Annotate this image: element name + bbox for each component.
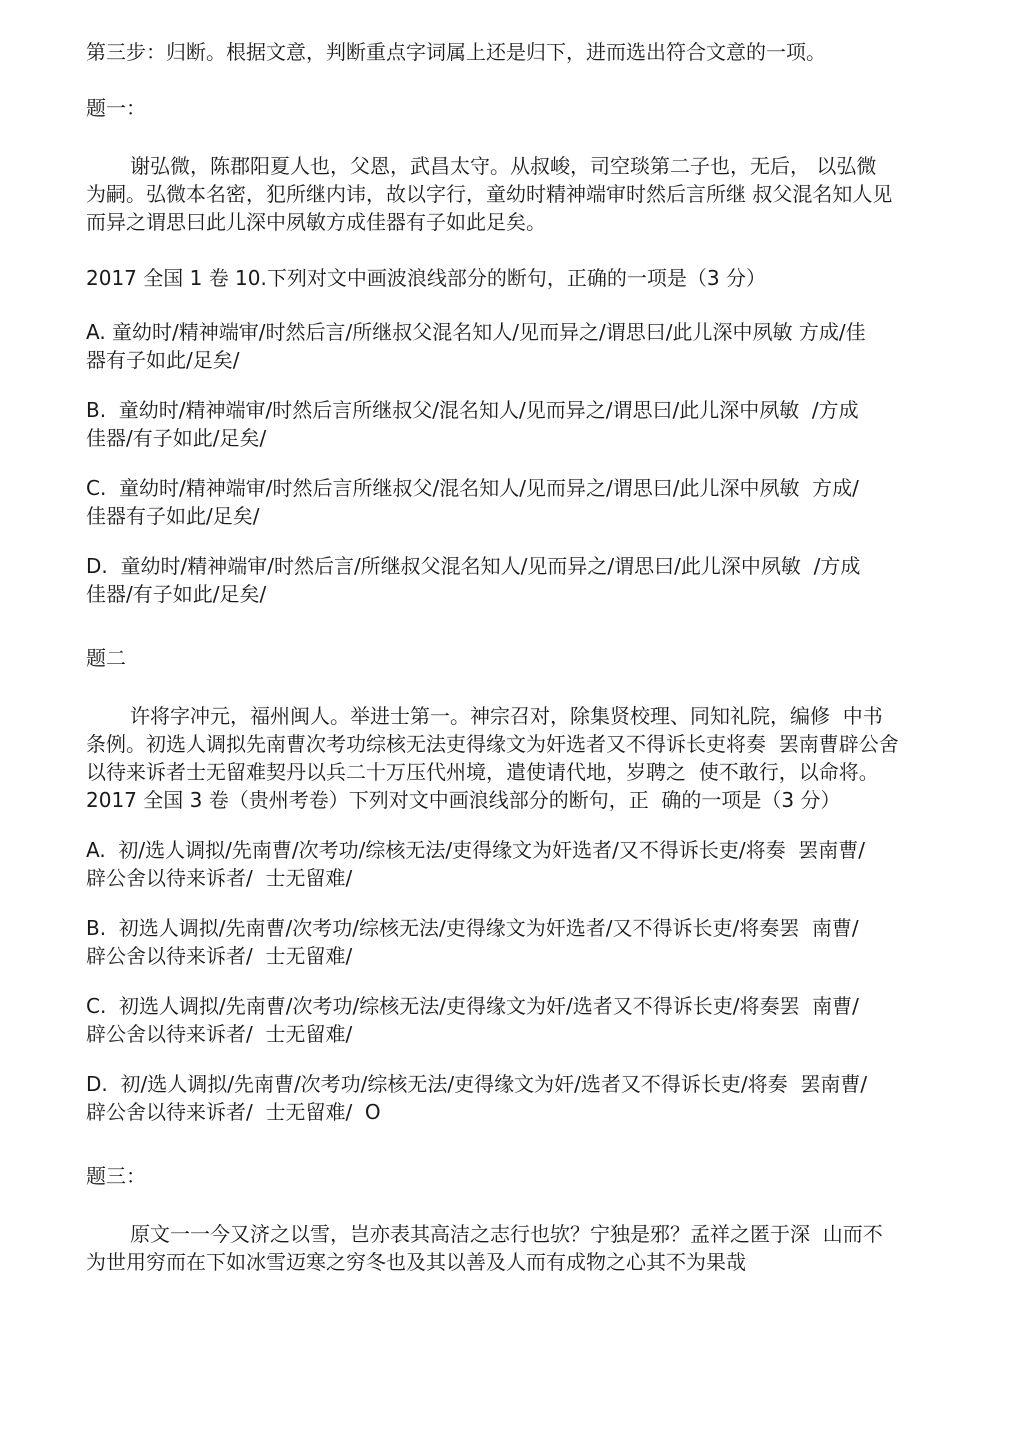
option-line: 佳器/有子如此/足矣/ xyxy=(86,582,267,606)
option-line: 辟公舍以待来诉者/ 士无留难/ xyxy=(86,866,353,890)
question-two-option-c xyxy=(86,992,916,1048)
passage-line: 为嗣。弘微本名密，犯所继内讳，故以字行，童幼时精神端审时然后言所继 叔父混名知人见 xyxy=(86,182,893,206)
question-two-passage xyxy=(86,702,916,786)
passage-line: 以待来诉者士无留难契丹以兵二十万压代州境，遣使请代地，岁聘之 使不敢行，以命将。 xyxy=(86,760,879,784)
question-two-prompt: 2017 全国 3 卷（贵州考卷）下列对文中画浪线部分的断句，正 确的一项是（3 分） xyxy=(86,788,841,812)
question-one-passage xyxy=(86,152,916,236)
step-three-text: 第三步：归断。根据文意，判断重点字词属上还是归下，进而选出符合文意的一项。 xyxy=(86,40,826,64)
question-one-heading: 题一： xyxy=(86,96,146,120)
passage-line: 许将字冲元，福州闽人。举进士第一。神宗召对，除集贤校理、同知礼院，编修 中书 xyxy=(130,704,883,728)
passage-line: 而异之谓思曰此儿深中夙敏方成佳器有子如此足矣。 xyxy=(86,210,546,234)
question-two-heading: 题二 xyxy=(86,646,126,670)
option-line: 佳器有子如此/足矣/ xyxy=(86,504,260,528)
option-line: A. 初/选人调拟/先南曹/次考功/综核无法/吏得缘文为奸选者/又不得诉长吏/将奏 罢南曹/ xyxy=(86,838,866,862)
option-line: 佳器/有子如此/足矣/ xyxy=(86,426,267,450)
option-line: 辟公舍以待来诉者/ 士无留难/ xyxy=(86,1022,353,1046)
question-three-passage xyxy=(86,1220,916,1276)
question-two-option-a xyxy=(86,836,916,892)
passage-line: 条例。初选人调拟先南曹次考功综核无法吏得缘文为奸选者又不得诉长吏将奏 罢南曹辟公舍 xyxy=(86,732,899,756)
question-two-option-d xyxy=(86,1070,916,1126)
option-line: D. 初/选人调拟/先南曹/次考功/综核无法/吏得缘文为奸/选者又不得诉长吏/将奏 罢南曹/ xyxy=(86,1072,868,1096)
option-line: 辟公舍以待来诉者/ 士无留难/ xyxy=(86,944,353,968)
question-one-option-c xyxy=(86,474,916,530)
question-two-option-b xyxy=(86,914,916,970)
option-line: 器有子如此/足矣/ xyxy=(86,348,240,372)
option-line: 辟公舍以待来诉者/ 士无留难/ O xyxy=(86,1100,381,1124)
option-line: D. 童幼时/精神端审/时然后言/所继叔父混名知人/见而异之/谓思曰/此儿深中夙敏 /方成 xyxy=(86,554,861,578)
question-two-section xyxy=(86,644,916,1126)
question-one-prompt: 2017 全国 1 卷 10.下列对文中画波浪线部分的断句，正确的一项是（3 分） xyxy=(86,266,766,290)
question-three-section xyxy=(86,1162,916,1276)
question-one-option-a xyxy=(86,318,916,374)
option-line: C. 初选人调拟/先南曹/次考功/综核无法/吏得缘文为奸/选者又不得诉长吏/将奏罢 南曹/ xyxy=(86,994,859,1018)
option-line: B. 童幼时/精神端审/时然后言所继叔父/混名知人/见而异之/谓思曰/此儿深中夙敏 /方成 xyxy=(86,398,859,422)
option-line: A. 童幼时/精神端审/时然后言/所继叔父混名知人/见而异之/谓思曰/此儿深中夙敏 方成/佳 xyxy=(86,320,866,344)
question-three-heading: 题三： xyxy=(86,1164,146,1188)
question-one-section xyxy=(86,94,916,608)
question-one-option-d xyxy=(86,552,916,608)
question-one-option-b xyxy=(86,396,916,452)
passage-line: 原文一一今又济之以雪，岂亦表其高洁之志行也欤？宁独是邪？孟祥之匿于深 山而不 xyxy=(130,1222,883,1246)
option-line: C. 童幼时/精神端审/时然后言所继叔父/混名知人/见而异之/谓思曰/此儿深中夙敏 方成/ xyxy=(86,476,859,500)
option-line: B. 初选人调拟/先南曹/次考功/综核无法/吏得缘文为奸选者/又不得诉长吏/将奏罢 南曹/ xyxy=(86,916,859,940)
passage-line: 为世用穷而在下如冰雪迈寒之穷冬也及其以善及人而有成物之心其不为果哉 xyxy=(86,1250,746,1274)
passage-line: 谢弘微，陈郡阳夏人也，父恩，武昌太守。从叔峻，司空琰第二子也，无后， 以弘微 xyxy=(130,154,877,178)
